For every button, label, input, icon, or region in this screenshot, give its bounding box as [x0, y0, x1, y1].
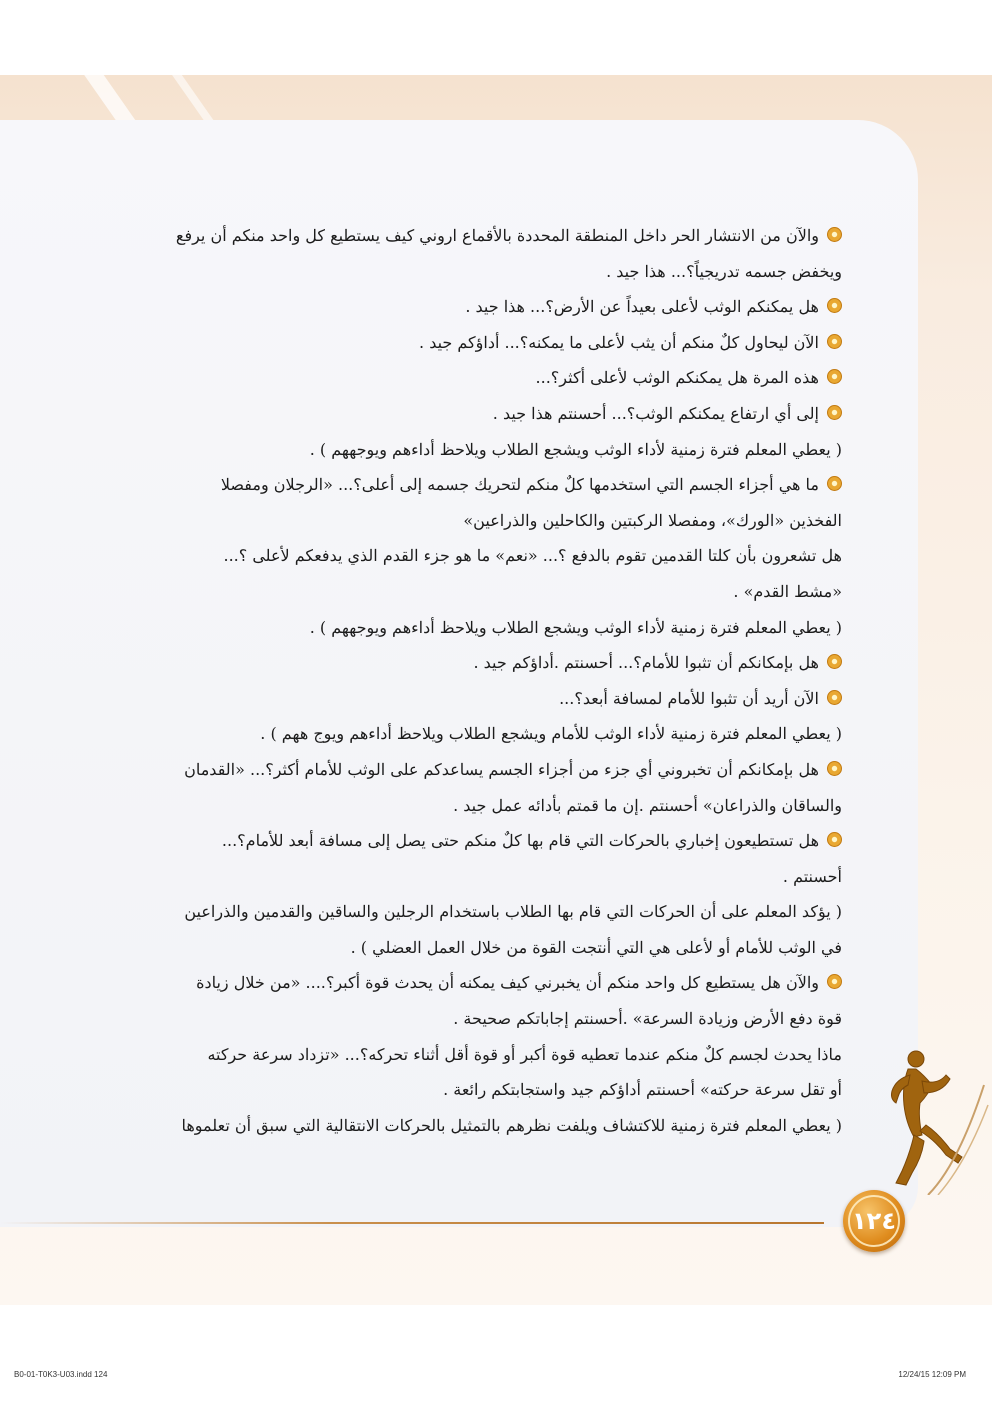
bullet-line: [92, 325, 842, 361]
line-text: ( يعطي المعلم فترة زمنية للاكتشاف ويلفت نظرهم بالتمثيل بالحركات الانتقالية التي سبق أن تعلموها: [181, 1115, 842, 1135]
bullet-line: [92, 218, 842, 254]
text-line: [92, 788, 842, 824]
bullet-icon: [827, 690, 842, 705]
text-line: [92, 894, 842, 930]
text-line: [92, 1001, 842, 1037]
bullet-icon: [827, 369, 842, 384]
line-text: ( يؤكد المعلم على أن الحركات التي قام بها الطلاب باستخدام الرجلين والساقين والقدمين والذراعين: [184, 902, 842, 922]
line-text: في الوثب للأمام أو لأعلى هي التي أنتجت القوة من خلال العمل العضلي ) .: [350, 937, 842, 957]
line-text: ( يعطي المعلم فترة زمنية لأداء الوثب ويشجع الطلاب ويلاحظ أداءهم ويوجههم ) .: [309, 617, 842, 637]
line-text: الآن ليحاول كلٌ منكم أن يثب لأعلى ما يمكنه؟... أداؤكم جيد .: [419, 332, 819, 352]
runner-illustration-icon: [888, 1045, 992, 1195]
bullet-icon: [827, 832, 842, 847]
bullet-line: [92, 681, 842, 717]
text-line: [92, 716, 842, 752]
text-line: [92, 1072, 842, 1108]
bullet-icon: [827, 654, 842, 669]
text-line: [92, 503, 842, 539]
text-line: [92, 574, 842, 610]
line-text: والآن هل يستطيع كل واحد منكم أن يخبرني كيف يمكنه أن يحدث قوة أكبر؟.... «من خلال زيادة: [196, 973, 819, 993]
bullet-line: [92, 645, 842, 681]
text-line: [92, 859, 842, 895]
line-text: ماذا يحدث لجسم كلٌ منكم عندما تعطيه قوة أكبر أو قوة أقل أثناء تحركه؟... «تزداد سرعة حركته: [207, 1044, 842, 1064]
bullet-line: [92, 467, 842, 503]
bullet-line: [92, 752, 842, 788]
line-text: هل بإمكانكم أن تثبوا للأمام؟... أحسنتم .أداؤكم جيد .: [473, 653, 819, 673]
bullet-line: [92, 360, 842, 396]
line-text: ما هي أجزاء الجسم التي استخدمها كلٌ منكم لتحريك جسمه إلى أعلى؟... «الرجلان ومفصلا: [220, 475, 819, 495]
line-text: قوة دفع الأرض وزيادة السرعة» .أحسنتم إجاباتكم صحيحة .: [453, 1009, 842, 1029]
bullet-icon: [827, 227, 842, 242]
line-text: هذه المرة هل يمكنكم الوثب لأعلى أكثر؟...: [535, 368, 819, 388]
line-text: هل تستطيعون إخباري بالحركات التي قام بها كلٌ منكم حتى يصل إلى مسافة أبعد للأمام؟...: [221, 831, 819, 851]
line-text: «مشط القدم» .: [733, 581, 842, 601]
lesson-text: [92, 218, 842, 1143]
bullet-icon: [827, 298, 842, 313]
line-text: ( يعطي المعلم فترة زمنية لأداء الوثب ويشجع الطلاب ويلاحظ أداءهم ويوجههم ) .: [309, 439, 842, 459]
bullet-icon: [827, 334, 842, 349]
footer-timestamp: 12/24/15 12:09 PM: [898, 1370, 966, 1379]
text-line: [92, 610, 842, 646]
text-line: [92, 1108, 842, 1144]
bullet-icon: [827, 761, 842, 776]
line-text: والآن من الانتشار الحر داخل المنطقة المحددة بالأقماع اروني كيف يستطيع كل واحد منكم أن يرفع: [175, 226, 819, 245]
text-line: [92, 254, 842, 290]
bullet-line: [92, 289, 842, 325]
page-number-ring: [848, 1195, 900, 1247]
line-text: إلى أي ارتفاع يمكنكم الوثب؟... أحسنتم هذا جيد .: [492, 403, 819, 423]
line-text: أحسنتم .: [782, 866, 842, 886]
line-text: ويخفض جسمه تدريجياً؟... هذا جيد .: [606, 261, 842, 281]
text-line: [92, 1037, 842, 1073]
line-text: هل بإمكانكم أن تخبروني أي جزء من أجزاء الجسم يساعدكم على الوثب للأمام أكثر؟... «القدمان: [184, 759, 819, 779]
line-text: هل تشعرون بأن كلتا القدمين تقوم بالدفع ؟... «نعم» ما هو جزء القدم الذي يدفعكم لأعلى ؟...: [223, 546, 842, 566]
page-number-badge: [843, 1190, 905, 1252]
bottom-divider: [0, 1222, 824, 1224]
bullet-icon: [827, 476, 842, 491]
line-text: هل يمكنكم الوثب لأعلى بعيداً عن الأرض؟... هذا جيد .: [465, 297, 819, 317]
text-line: [92, 538, 842, 574]
footer-file-info: B0-01-T0K3-U03.indd 124: [14, 1370, 108, 1379]
line-text: أو تقل سرعة حركته» أحسنتم أداؤكم جيد واستجابتكم رائعة .: [443, 1080, 842, 1100]
line-text: الآن أريد أن تثبوا للأمام لمسافة أبعد؟...: [559, 688, 819, 708]
bullet-line: [92, 965, 842, 1001]
line-text: ( يعطي المعلم فترة زمنية لأداء الوثب للأمام ويشجع الطلاب ويلاحظ أداءهم ويوج ههم ) .: [260, 724, 842, 744]
page-number: ١٢٤: [852, 1207, 896, 1235]
bullet-icon: [827, 405, 842, 420]
line-text: الفخذين «الورك»، ومفصلا الركبتين والكاحلين والذراعين»: [463, 510, 842, 530]
bullet-line: [92, 396, 842, 432]
bullet-line: [92, 823, 842, 859]
line-text: والساقان والذراعان» أحسنتم .إن ما قمتم بأدائه عمل جيد .: [453, 795, 842, 815]
text-line: [92, 930, 842, 966]
text-line: [92, 432, 842, 468]
bullet-icon: [827, 974, 842, 989]
